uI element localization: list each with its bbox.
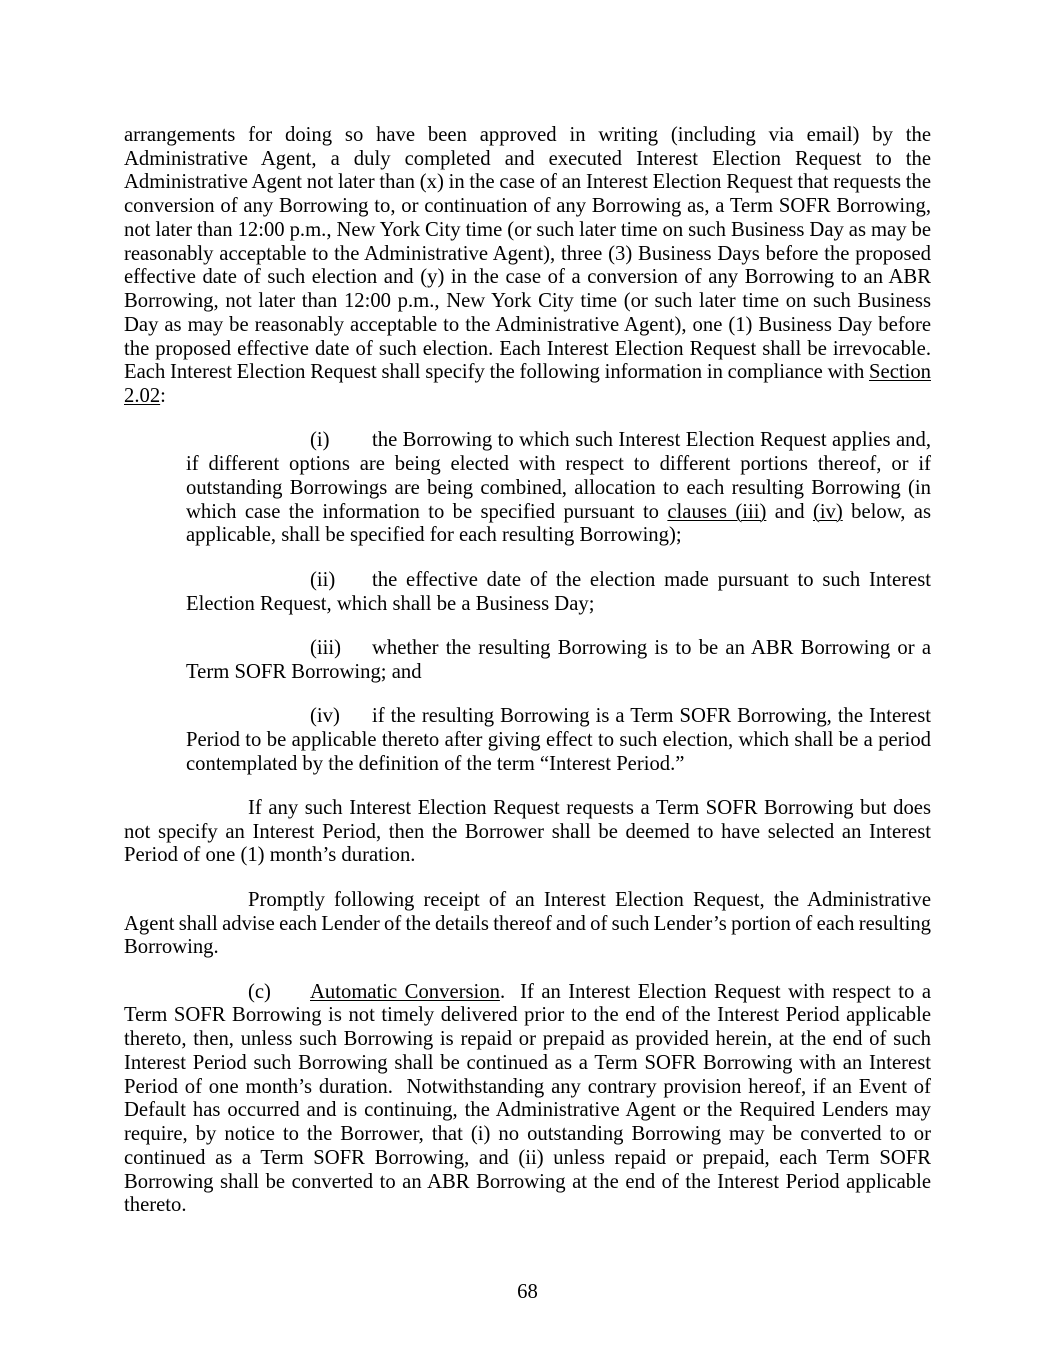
text-line: conversion of any Borrowing to, or continuation of any Borrowing as, a Term SOFR Borrowing, <box>124 195 931 218</box>
section-c-automatic-conversion <box>124 981 931 1218</box>
paragraph-agent-notice <box>124 889 931 960</box>
clause-label: (i) <box>310 429 330 452</box>
text-line: continued as a Term SOFR Borrowing, and (ii) unless repaid or prepaid, each Term SOFR <box>124 1146 931 1169</box>
text-line: Borrowing, not later than 12:00 p.m., New York City time (or such later time on such Business <box>124 290 931 313</box>
section-label: (c) <box>248 980 271 1003</box>
text-line: if different options are being elected with respect to different portions thereof, or if <box>186 453 931 476</box>
text-segment: : <box>160 385 166 408</box>
text-line: Administrative Agent, a duly completed and executed Interest Election Request to the <box>124 147 931 170</box>
text-line: contemplated by the definition of the term “Interest Period.” <box>186 752 685 775</box>
page-number: 68 <box>517 1281 538 1303</box>
clause-iv <box>186 705 931 776</box>
section-reference: 2.02 <box>124 385 161 408</box>
text-line <box>186 705 931 729</box>
text-segment: . If an Interest Election Request with respect to a <box>499 980 931 1003</box>
text-segment: the effective date of the election made pursuant to such Interest <box>372 568 931 591</box>
text-line: Borrowing. <box>124 936 219 959</box>
text-line: Agent shall advise each Lender of the details thereof and of such Lender’s portion of each resulting <box>124 912 931 935</box>
text-line: Period to be applicable thereto after giving effect to such election, which shall be a period <box>186 728 931 751</box>
text-segment: if the resulting Borrowing is a Term SOFR Borrowing, the Interest <box>372 705 931 728</box>
text-line: Period of one (1) month’s duration. <box>124 844 416 867</box>
text-line <box>124 385 931 409</box>
text-line: Promptly following receipt of an Interest Election Request, the Administrative <box>248 888 931 911</box>
text-line <box>186 637 931 661</box>
text-line: the proposed effective date of such election. Each Interest Election Request shall be irrevocable. <box>124 337 931 360</box>
text-line: thereto, then, unless such Borrowing is repaid or prepaid as provided herein, at the end of such <box>124 1028 931 1051</box>
document-body <box>124 124 931 1239</box>
text-line: Default has occurred and is continuing, the Administrative Agent or the Required Lenders may <box>124 1099 931 1122</box>
text-line: reasonably acceptable to the Administrative Agent), three (3) Business Days before the proposed <box>124 242 931 265</box>
text-line <box>124 361 931 385</box>
text-line: applicable, shall be specified for each resulting Borrowing); <box>186 524 682 547</box>
clause-reference: (iv) <box>812 500 843 523</box>
text-segment: Each Interest Election Request shall specify the following information in compliance with <box>124 361 870 384</box>
text-line: Period of one month’s duration. Notwithstanding any contrary provision hereof, if an Event of <box>124 1075 931 1098</box>
text-segment: below, as <box>842 500 932 523</box>
text-line: If any such Interest Election Request requests a Term SOFR Borrowing but does <box>248 796 931 819</box>
text-line <box>186 429 931 453</box>
text-segment: which case the information to be specified pursuant to <box>186 500 668 523</box>
text-line: Election Request, which shall be a Business Day; <box>186 592 595 615</box>
clause-label: (ii) <box>310 568 336 591</box>
text-segment: whether the resulting Borrowing is to be an ABR Borrowing or a <box>372 636 931 659</box>
text-line: Term SOFR Borrowing is not timely delivered prior to the end of the Interest Period applicable <box>124 1004 931 1027</box>
text-segment: the Borrowing to which such Interest Election Request applies and, <box>372 429 931 452</box>
text-line: outstanding Borrowings are being combined, allocation to each resulting Borrowing (in <box>186 476 931 499</box>
text-line: Term SOFR Borrowing; and <box>186 660 422 683</box>
clause-label: (iii) <box>310 636 341 659</box>
text-line: Borrowing shall be converted to an ABR Borrowing at the end of the Interest Period applicable <box>124 1170 931 1193</box>
text-line: Interest Period such Borrowing shall be continued as a Term SOFR Borrowing with an Interest <box>124 1051 931 1074</box>
text-line: arrangements for doing so have been approved in writing (including via email) by the <box>124 124 931 146</box>
text-line <box>186 501 931 525</box>
clause-i <box>186 429 931 548</box>
clause-ii <box>186 569 931 616</box>
paragraph-interest-election-request <box>124 124 931 409</box>
text-line <box>186 569 931 593</box>
text-line: not later than 12:00 p.m., New York City time (or such later time on such Business Day as may be <box>124 218 931 241</box>
section-heading: Automatic Conversion <box>310 980 500 1003</box>
text-line: effective date of such election and (y) in the case of a conversion of any Borrowing to an ABR <box>124 266 931 289</box>
clause-label: (iv) <box>310 705 340 728</box>
text-line: Day as may be reasonably acceptable to the Administrative Agent), one (1) Business Day before <box>124 313 931 336</box>
section-reference: Section <box>869 361 931 384</box>
text-line: thereto. <box>124 1194 187 1217</box>
text-line: not specify an Interest Period, then the Borrower shall be deemed to have selected an Interest <box>124 820 931 843</box>
paragraph-default-interest-period <box>124 797 931 868</box>
text-line <box>124 981 931 1005</box>
clause-reference: clauses (iii) <box>667 500 767 523</box>
text-line: Administrative Agent not later than (x) in the case of an Interest Election Request that requests the <box>124 171 931 194</box>
text-segment: and <box>766 500 813 523</box>
clause-iii <box>186 637 931 684</box>
text-line: require, by notice to the Borrower, that (i) no outstanding Borrowing may be converted to or <box>124 1123 931 1146</box>
